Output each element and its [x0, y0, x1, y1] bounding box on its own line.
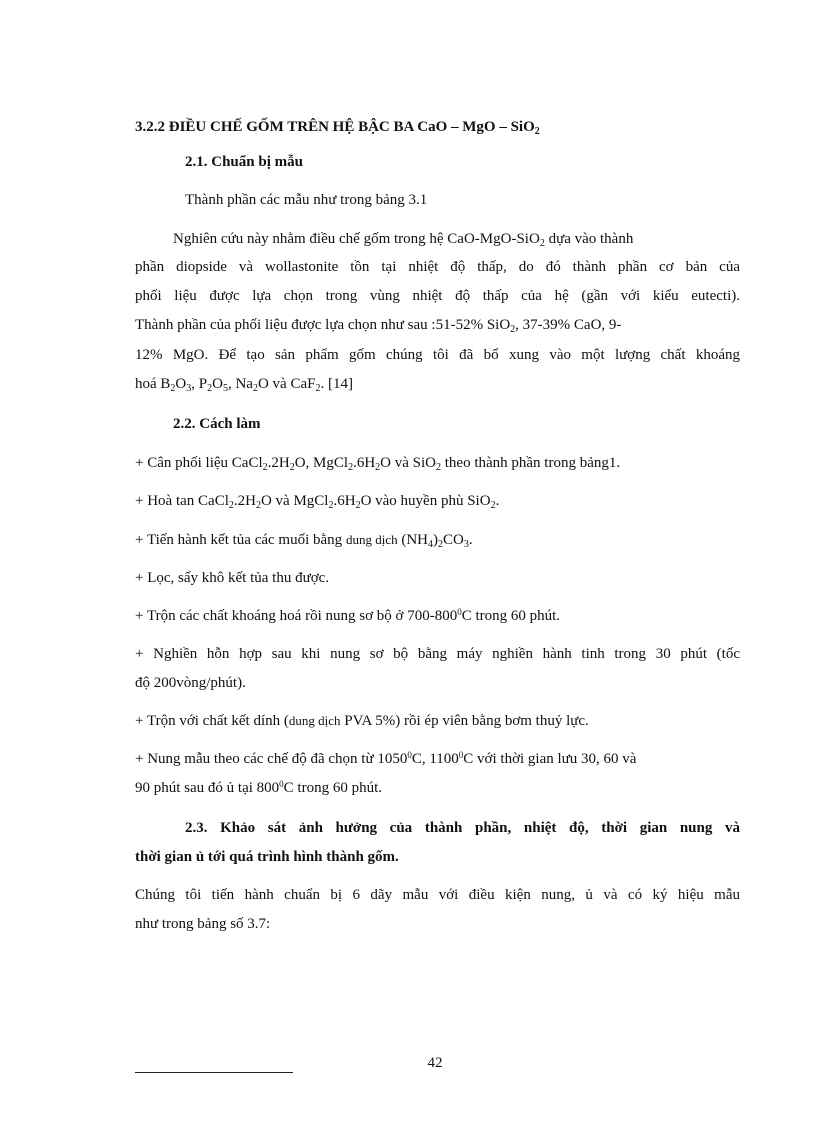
- text: O, MgCl: [294, 455, 349, 471]
- text: 90 phút sau đó ủ tại 800: [135, 780, 280, 796]
- text-small: dung dịch: [288, 713, 341, 728]
- footnote-separator: [135, 1072, 293, 1073]
- sub: 2: [436, 462, 441, 473]
- text: Thành phần của phối liệu được lựa chọn như sau :51-52% SiO: [135, 317, 511, 333]
- heading-2-3-line-2: thời gian ủ tới quá trình hình thành gốm.: [135, 849, 399, 865]
- text: PVA 5%) rồi ép viên bằng bơm thuỷ lực.: [340, 713, 589, 729]
- text: O và MgCl: [260, 493, 329, 509]
- sub: 2: [539, 238, 545, 249]
- text: O và CaF: [257, 376, 316, 392]
- sub: 2: [490, 500, 496, 511]
- sub: 2: [510, 324, 516, 335]
- sub: 2: [207, 383, 213, 394]
- text: O: [212, 376, 223, 392]
- text-small: dung dịch: [345, 532, 398, 547]
- step-6-line-2: độ 200vòng/phút).: [135, 675, 246, 691]
- section-title-text: 3.2.2 ĐIỀU CHẾ GỐM TRÊN HỆ BẬC BA CaO – MgO – SiO: [135, 119, 535, 135]
- sup: 0: [279, 779, 284, 789]
- sub: 5: [222, 383, 228, 394]
- p1-line-3: phối liệu được lựa chọn trong vùng nhiệt độ thấp của hệ (gần với kiểu eutecti).: [135, 288, 740, 304]
- text: .: [495, 493, 500, 509]
- sup: 0: [457, 607, 462, 617]
- text: .: [468, 532, 473, 548]
- step-6-line-1: + Nghiền hỗn hợp sau khi nung sơ bộ bằng máy nghiền hành tinh trong 30 phút (tốc: [135, 646, 740, 662]
- p1-line-4: [135, 315, 740, 335]
- text: + Cân phối liệu CaCl: [135, 455, 263, 471]
- text: C với thời gian lưu 30, 60 và: [463, 751, 637, 767]
- sup: 0: [458, 750, 464, 760]
- text: + Hoà tan CaCl: [135, 493, 229, 509]
- text: .6H: [333, 493, 356, 509]
- sub: 2: [289, 462, 295, 473]
- text: O: [175, 376, 187, 392]
- p3-line-2: như trong bảng số 3.7:: [135, 916, 271, 932]
- text: theo thành phần trong bảng1.: [441, 455, 621, 471]
- text: Nghiên cứu này nhằm điều chế gốm trong hệ CaO-MgO-SiO: [173, 231, 540, 247]
- sup: 0: [407, 750, 412, 760]
- step-1: [135, 453, 740, 473]
- heading-2-2: 2.2. Cách làm: [173, 416, 261, 432]
- text: + Trộn các chất khoáng hoá rồi nung sơ bộ ở 700-800: [135, 608, 458, 624]
- p3-line-1: Chúng tôi tiến hành chuẩn bị 6 dãy mẫu với điều kiện nung, ủ và có ký hiệu mẫu: [135, 887, 740, 903]
- step-3: [135, 530, 740, 550]
- sub: 2: [438, 539, 443, 550]
- sub: 3: [186, 383, 192, 394]
- step-5: [135, 606, 740, 626]
- p1-line-6: [135, 374, 740, 394]
- sub: 2: [315, 383, 321, 394]
- step-4: + Lọc, sấy khô kết tủa thu được.: [135, 570, 330, 586]
- section-title: [135, 117, 740, 137]
- sub: 2: [348, 462, 354, 473]
- text: .2H: [233, 493, 256, 509]
- page-number: 42: [427, 1055, 443, 1071]
- text: , Na: [227, 376, 253, 392]
- text: + Nung mẫu theo các chế độ đã chọn từ 1050: [135, 751, 408, 767]
- intro-text: Thành phần các mẫu như trong bảng 3.1: [185, 192, 428, 208]
- text: , 37-39% CaO, 9-: [515, 317, 622, 333]
- text: .2H: [267, 455, 290, 471]
- text: + Tiến hành kết tủa các muối bằng: [135, 532, 346, 548]
- step-8-line-1: [135, 749, 740, 769]
- text: + Trộn với chất kết dính (: [135, 713, 289, 729]
- p1-line-1: [173, 229, 740, 249]
- sub: 2: [170, 383, 176, 394]
- p1-line-2: phần diopside và wollastonite tồn tại nhiệt độ thấp, do đó thành phần cơ bản của: [135, 259, 740, 275]
- text: , P: [191, 376, 208, 392]
- sub: 2: [252, 383, 258, 394]
- step-8-line-2: [135, 778, 740, 798]
- text: ): [433, 532, 438, 548]
- text: .6H: [353, 455, 376, 471]
- text: . [14]: [320, 376, 353, 392]
- text: (NH: [397, 532, 428, 548]
- sub: 2: [375, 462, 381, 473]
- text: O vào huyền phù SiO: [360, 493, 491, 509]
- text: C trong 60 phút.: [461, 608, 561, 624]
- step-2: [135, 491, 740, 511]
- sub: 2: [262, 462, 268, 473]
- sub: 2: [255, 500, 261, 511]
- sub: 2: [228, 500, 234, 511]
- heading-2-3-line-1: 2.3. Khảo sát ảnh hưởng của thành phần, nhiệt độ, thời gian nung và: [185, 820, 740, 836]
- p1-line-5: 12% MgO. Để tạo sản phẩm gốm chúng tôi đã bổ xung vào một lượng chất khoáng: [135, 347, 740, 363]
- sub: 4: [428, 539, 433, 550]
- text: dựa vào thành: [544, 231, 634, 247]
- text: O và SiO: [380, 455, 436, 471]
- sub: 2: [355, 500, 361, 511]
- sub: 3: [463, 539, 469, 550]
- text: hoá B: [135, 376, 171, 392]
- text: C, 1100: [411, 751, 459, 767]
- text: C trong 60 phút.: [283, 780, 382, 796]
- heading-2-1: 2.1. Chuẩn bị mẫu: [185, 154, 303, 170]
- section-title-sub: 2: [534, 126, 540, 137]
- text: CO: [443, 532, 464, 548]
- sub: 2: [328, 500, 334, 511]
- step-7: [135, 711, 740, 731]
